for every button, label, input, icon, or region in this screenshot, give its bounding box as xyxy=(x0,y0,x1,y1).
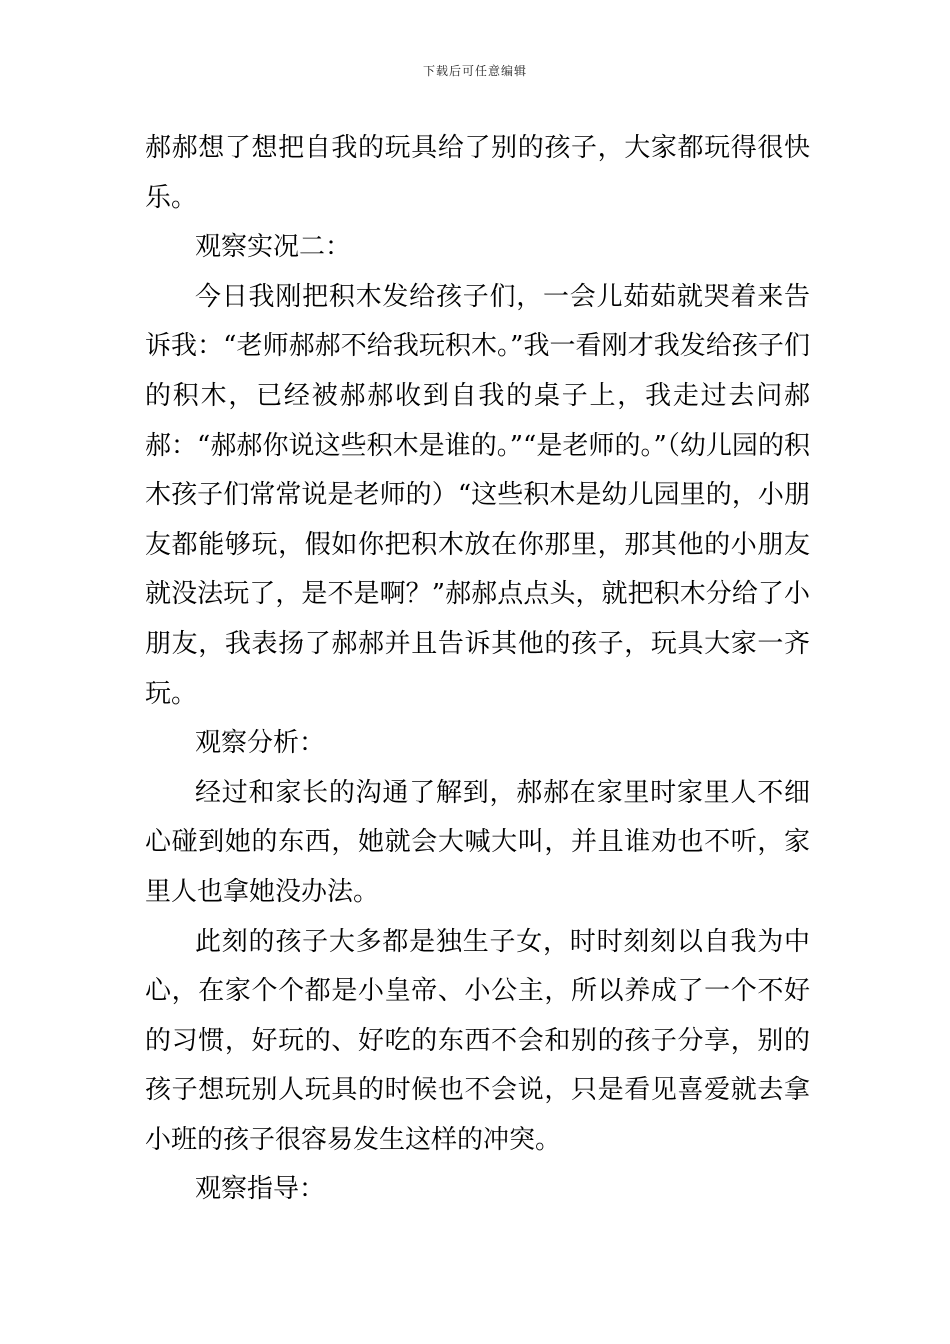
paragraph-1: 郝郝想了想把自我的玩具给了别的孩子，大家都玩得很快乐。 xyxy=(145,133,810,213)
paragraph-observation-2-body: 今日我刚把积木发给孩子们，一会儿茹茹就哭着来告诉我：“老师郝郝不给我玩积木。”我一看刚才我发给孩子们的积木，已经被郝郝收到自我的桌子上，我走过去问郝郝：“郝郝你说这些积木是谁的。”“是老师的。”（幼儿园的积木孩子们常常说是老师的）“这些积木是幼儿园里的，小朋友都能够玩，假如你把积木放在你那里，那其他的小朋友就没法玩了，是不是啊？”郝郝点点头，就把积木分给了小朋友，我表扬了郝郝并且告诉其他的孩子，玩具大家一齐玩。 xyxy=(145,281,810,709)
section-heading-observation-2: 观察实况二： xyxy=(195,232,352,263)
paragraph-analysis-2: 此刻的孩子大多都是独生子女，时时刻刻以自我为中心，在家个个都是小皇帝、小公主，所以养成了一个不好的习惯，好玩的、好吃的东西不会和别的孩子分享，别的孩子想玩别人玩具的时候也不会说，只是看见喜爱就去拿小班的孩子很容易发生这样的冲突。 xyxy=(145,926,810,1155)
section-heading-guidance: 观察指导： xyxy=(195,1174,326,1205)
page-header: 下载后可任意编辑 xyxy=(422,64,527,78)
document-body xyxy=(145,124,810,1215)
paragraph-analysis-1: 经过和家长的沟通了解到，郝郝在家里时家里人不细心碰到她的东西，她就会大喊大叫，并且谁劝也不听，家里人也拿她没办法。 xyxy=(145,777,810,907)
section-heading-analysis: 观察分析： xyxy=(195,728,326,759)
